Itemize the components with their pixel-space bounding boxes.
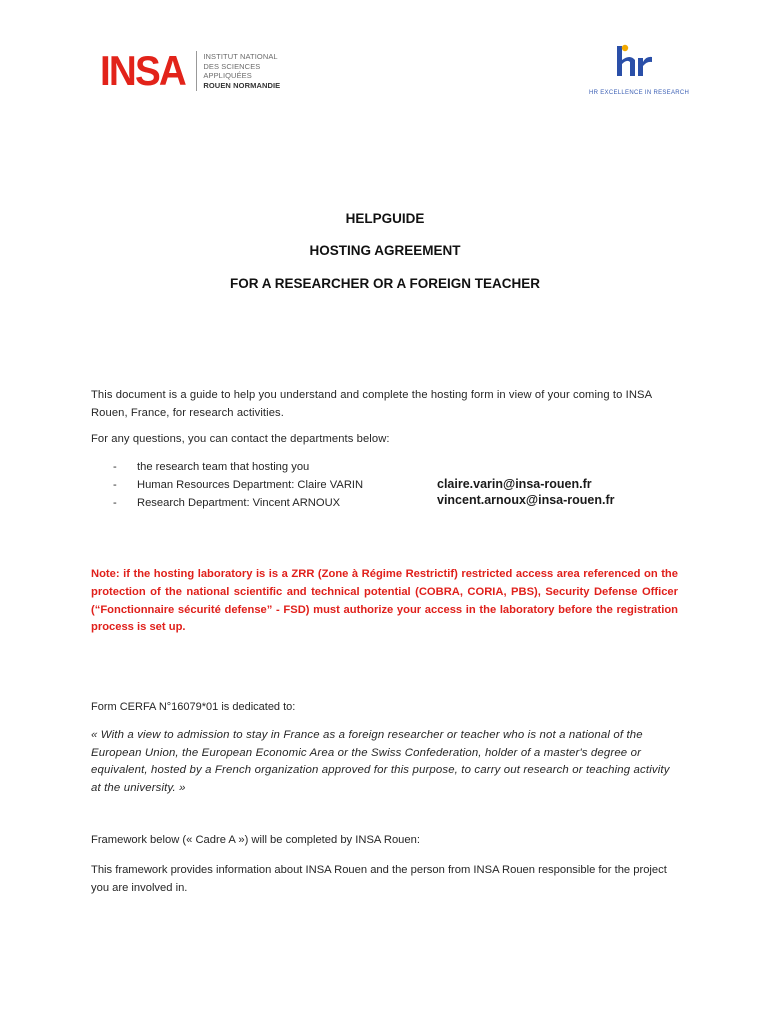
list-item <box>113 476 363 494</box>
form-cerfa-label: Form CERFA N°16079*01 is dedicated to: <box>91 701 296 713</box>
list-item <box>113 494 363 512</box>
insa-logo-subtitle <box>203 52 280 90</box>
hr-logo-caption: HR EXCELLENCE IN RESEARCH <box>589 90 690 96</box>
list-item-label: Human Resources Department: Claire VARIN <box>137 479 364 491</box>
framework-description: This framework provides information about INSA Rouen and the person from INSA Rouen responsible for the project you are involved in. <box>91 864 667 894</box>
zrr-note: Note: if the hosting laboratory is is a ZRR (Zone à Régime Restrictif) restricted access area referenced on the protection of the national scientific and technical potential (COBRA, CORIA, PBS), Security Defense Officer (“Fonctionnaire sécurité defense” - FSD) must authorize your access in the laboratory before the registration process is set up. <box>91 568 678 634</box>
list-item-label: the research team that hosting you <box>137 461 310 473</box>
framework-label: Framework below (« Cadre A ») will be completed by INSA Rouen: <box>91 834 420 846</box>
intro-paragraph: This document is a guide to help you understand and complete the hosting form in view of your coming to INSA Rouen, France, for research activities. <box>91 389 652 419</box>
insa-logo-line: INSTITUT NATIONAL <box>203 52 278 61</box>
insa-logo-line: APPLIQUÉES <box>203 71 252 80</box>
hr-logo-h-arch <box>622 57 635 76</box>
hr-logo-accent-dot <box>622 45 628 51</box>
list-item <box>113 458 363 476</box>
hr-logo-h-stem <box>617 46 622 76</box>
cerfa-quote: « With a view to admission to stay in France as a foreign researcher or teacher who is not a national of the European Union, the European Economic Area or the Swiss Confederation, holder of a master's degree or equivalent, hosted by a French organization approved for this purpose, to carry out research or teaching activity at the university. » <box>91 729 670 794</box>
document-subtitle-2: FOR A RESEARCHER OR A FOREIGN TEACHER <box>229 276 540 291</box>
hr-logo-r-arc <box>643 57 652 66</box>
questions-paragraph: For any questions, you can contact the departments below: <box>91 433 390 445</box>
insa-wordmark: INSA <box>100 47 185 94</box>
list-bullet: - <box>113 497 117 509</box>
contact-emails <box>437 476 615 508</box>
insa-logo <box>100 47 281 94</box>
list-bullet: - <box>113 479 117 491</box>
list-bullet: - <box>113 461 117 473</box>
hr-email: claire.varin@insa-rouen.fr <box>437 477 592 491</box>
hr-logo-r-stem <box>638 58 643 76</box>
list-item-label: Research Department: Vincent ARNOUX <box>137 497 341 509</box>
logo-divider <box>196 51 197 91</box>
document-subtitle: HOSTING AGREEMENT <box>309 243 461 258</box>
document-title: HELPGUIDE <box>345 211 425 226</box>
research-email: vincent.arnoux@insa-rouen.fr <box>437 493 615 507</box>
insa-logo-line: DES SCIENCES <box>203 61 261 71</box>
insa-logo-line: ROUEN NORMANDIE <box>203 80 281 90</box>
departments-list <box>113 458 363 512</box>
